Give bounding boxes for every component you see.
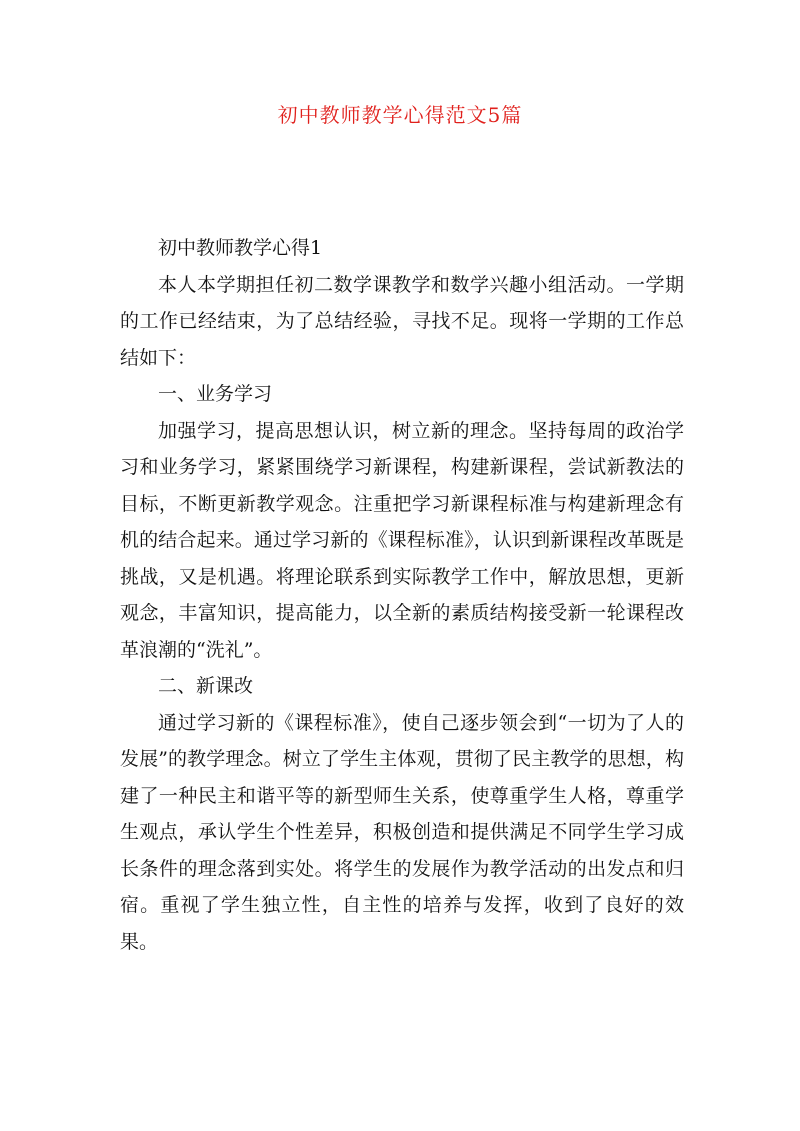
business-study-paragraph: 加强学习，提高思想认识，树立新的理念。坚持每周的政治学习和业务学习，紧紧围绕学习新课程，构建新课程，尝试新教法的目标，不断更新教学观念。注重把学习新课程标准与构建新理念有机的结合起来。通过学习新的《课程标准》，认识到新课程改革既是挑战，又是机遇。将理论联系到实际教学工作中，解放思想，更新观念，丰富知识，提高能力，以全新的素质结构接受新一轮课程改革浪潮的“洗礼”。 xyxy=(120,419,684,661)
document-body xyxy=(120,230,684,960)
intro-paragraph: 本人本学期担任初二数学课教学和数学兴趣小组活动。一学期的工作已经结束，为了总结经验，寻找不足。现将一学期的工作总结如下： xyxy=(120,273,684,369)
document-title: 初中教师教学心得范文5篇 xyxy=(277,103,523,127)
section-heading-1: 初中教师教学心得1 xyxy=(158,237,323,259)
subheading-new-curriculum: 二、新课改 xyxy=(158,675,254,697)
subheading-business-study: 一、业务学习 xyxy=(158,383,273,405)
new-curriculum-paragraph: 通过学习新的《课程标准》，使自己逐步领会到“一切为了人的发展”的教学理念。树立了学生主体观，贯彻了民主教学的思想，构建了一种民主和谐平等的新型师生关系，使尊重学生人格，尊重学生观点，承认学生个性差异，积极创造和提供满足不同学生学习成长条件的理念落到实处。将学生的发展作为教学活动的出发点和归宿。重视了学生独立性，自主性的培养与发挥，收到了良好的效果。 xyxy=(120,711,684,953)
